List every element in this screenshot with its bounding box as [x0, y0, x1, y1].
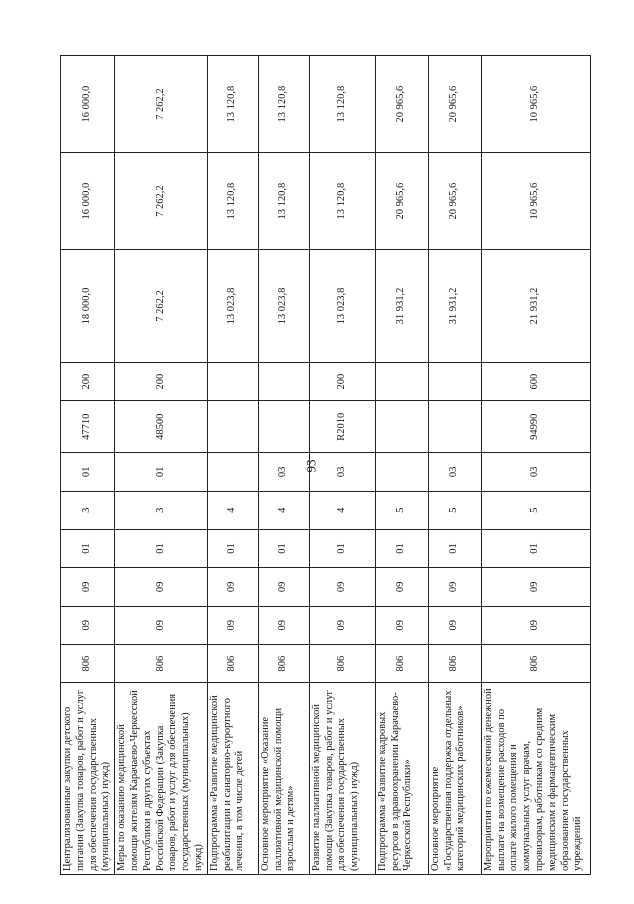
row-name: Основное мероприятие «Оказание паллиативной медицинской помощи взрослым и детям» — [258, 683, 309, 875]
table-row — [61, 56, 115, 875]
cell-direction-code — [428, 401, 481, 453]
cell-sum-year-1: 7 262,2 — [115, 250, 208, 363]
cell-direction-code — [207, 401, 258, 453]
cell-sum-year-1: 21 931,2 — [481, 250, 590, 363]
cell-subprogram: 4 — [258, 491, 309, 529]
cell-section: 09 — [207, 606, 258, 644]
cell-sum-year-2: 13 120,8 — [207, 153, 258, 250]
cell-sum-year-1: 13 023,8 — [309, 250, 375, 363]
cell-program: 01 — [61, 529, 115, 567]
cell-program: 01 — [481, 529, 590, 567]
cell-sum-year-3: 20 965,6 — [428, 56, 481, 153]
cell-expense-type: 600 — [481, 362, 590, 400]
table-row — [375, 56, 428, 875]
row-name: Развитие паллиативной медицинской помощи (Закупка товаров, работ и услуг для обеспечения государственных (муниципальных) нужд) — [309, 683, 375, 875]
row-name: Основное мероприятие «Государственная поддержка отдельных категорий медицинских работников» — [428, 683, 481, 875]
row-name: Подпрограмма «Развитие медицинской реабилитации и санаторно-курортного лечения, в том числе детей — [207, 683, 258, 875]
cell-sum-year-2: 10 965,6 — [481, 153, 590, 250]
cell-subprogram: 5 — [375, 491, 428, 529]
cell-grbs: 806 — [115, 644, 208, 682]
cell-grbs: 806 — [207, 644, 258, 682]
cell-subprogram: 5 — [428, 491, 481, 529]
cell-subprogram: 4 — [309, 491, 375, 529]
cell-grbs: 806 — [309, 644, 375, 682]
cell-sum-year-3: 13 120,8 — [207, 56, 258, 153]
cell-direction-code: R2010 — [309, 401, 375, 453]
table-row — [481, 56, 590, 875]
row-name: Меры по оказанию медицинской помощи жителям Карачаево-Черкесской Республики в других субъектах Российской Федерации (Закупка товаров, работ и услуг для обеспечения государственных (муниципальных) нужд) — [115, 683, 208, 875]
cell-sum-year-3: 13 120,8 — [309, 56, 375, 153]
table-row — [258, 56, 309, 875]
cell-subprogram: 3 — [115, 491, 208, 529]
cell-sum-year-2: 16 000,0 — [61, 153, 115, 250]
cell-sum-year-3: 13 120,8 — [258, 56, 309, 153]
cell-sum-year-1: 18 000,0 — [61, 250, 115, 363]
table-row — [207, 56, 258, 875]
cell-sum-year-1: 13 023,8 — [258, 250, 309, 363]
cell-subsection: 09 — [428, 568, 481, 606]
cell-program: 01 — [258, 529, 309, 567]
cell-subsection: 09 — [61, 568, 115, 606]
cell-sum-year-3: 20 965,6 — [375, 56, 428, 153]
cell-program: 01 — [207, 529, 258, 567]
rotated-table-wrapper — [60, 55, 584, 875]
cell-subsection: 09 — [115, 568, 208, 606]
row-name: Мероприятия по ежемесячной денежной выплате на возмещение расходов по оплате жилого помещения и коммунальных услуг врачам, провизорам, работникам со средним медицинским и фармацевтическим образованием государственных учреждений — [481, 683, 590, 875]
cell-subsection: 09 — [258, 568, 309, 606]
cell-event: 03 — [428, 453, 481, 491]
cell-event: 03 — [309, 453, 375, 491]
cell-sum-year-1: 13 023,8 — [207, 250, 258, 363]
cell-direction-code — [375, 401, 428, 453]
cell-program: 01 — [309, 529, 375, 567]
cell-direction-code: 48500 — [115, 401, 208, 453]
cell-grbs: 806 — [428, 644, 481, 682]
cell-expense-type: 200 — [61, 362, 115, 400]
cell-subsection: 09 — [481, 568, 590, 606]
cell-section: 09 — [258, 606, 309, 644]
cell-subprogram: 4 — [207, 491, 258, 529]
cell-section: 09 — [61, 606, 115, 644]
cell-expense-type — [258, 362, 309, 400]
table-body — [61, 56, 591, 875]
cell-direction-code — [258, 401, 309, 453]
cell-program: 01 — [115, 529, 208, 567]
cell-expense-type — [375, 362, 428, 400]
cell-expense-type — [428, 362, 481, 400]
cell-sum-year-2: 13 120,8 — [258, 153, 309, 250]
cell-event: 03 — [481, 453, 590, 491]
cell-section: 09 — [309, 606, 375, 644]
cell-sum-year-3: 10 965,6 — [481, 56, 590, 153]
cell-direction-code: 47710 — [61, 401, 115, 453]
budget-table — [60, 55, 591, 875]
cell-event — [375, 453, 428, 491]
cell-subsection: 09 — [207, 568, 258, 606]
cell-subsection: 09 — [375, 568, 428, 606]
cell-program: 01 — [428, 529, 481, 567]
table-row — [309, 56, 375, 875]
cell-grbs: 806 — [258, 644, 309, 682]
cell-sum-year-3: 7 262,2 — [115, 56, 208, 153]
cell-program: 01 — [375, 529, 428, 567]
row-name: Подпрограмма «Развитие кадровых ресурсов в здравоохранении Карачаево-Черкесской Республики» — [375, 683, 428, 875]
cell-expense-type: 200 — [309, 362, 375, 400]
cell-sum-year-2: 7 262,2 — [115, 153, 208, 250]
cell-event: 03 — [258, 453, 309, 491]
cell-grbs: 806 — [61, 644, 115, 682]
cell-sum-year-2: 20 965,6 — [428, 153, 481, 250]
table-row — [115, 56, 208, 875]
cell-section: 09 — [481, 606, 590, 644]
cell-sum-year-2: 13 120,8 — [309, 153, 375, 250]
cell-grbs: 806 — [481, 644, 590, 682]
cell-event: 01 — [115, 453, 208, 491]
cell-grbs: 806 — [375, 644, 428, 682]
cell-expense-type: 200 — [115, 362, 208, 400]
cell-expense-type — [207, 362, 258, 400]
cell-subprogram: 5 — [481, 491, 590, 529]
table-row — [428, 56, 481, 875]
row-name: Централизованные закупки детского питания (Закупка товаров, работ и услуг для обеспечения государственных (муниципальных) нужд) — [61, 683, 115, 875]
cell-direction-code: 94990 — [481, 401, 590, 453]
cell-section: 09 — [375, 606, 428, 644]
cell-sum-year-2: 20 965,6 — [375, 153, 428, 250]
cell-section: 09 — [428, 606, 481, 644]
cell-sum-year-1: 31 931,2 — [428, 250, 481, 363]
cell-event: 01 — [61, 453, 115, 491]
cell-event — [207, 453, 258, 491]
cell-subprogram: 3 — [61, 491, 115, 529]
cell-section: 09 — [115, 606, 208, 644]
cell-subsection: 09 — [309, 568, 375, 606]
cell-sum-year-3: 16 000,0 — [61, 56, 115, 153]
cell-sum-year-1: 31 931,2 — [375, 250, 428, 363]
page-number: 93 — [303, 459, 319, 473]
